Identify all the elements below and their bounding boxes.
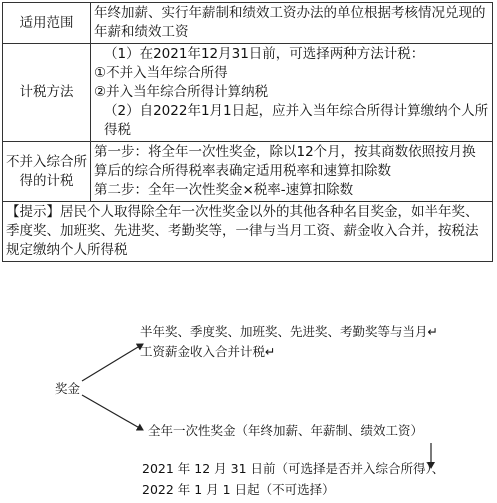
arrow-to-upper	[82, 344, 143, 381]
tip-cell	[3, 202, 493, 262]
tax-info-table	[2, 2, 493, 262]
row-label-scope: 适用范围	[3, 3, 91, 44]
content-line: ②并入当年综合所得计算纳税	[94, 84, 269, 100]
content-line: 第一步：将全年一次性奖金，除以12个月，按其商数依照按月换算后的综合所得税率表确定适用税率和速算扣除数	[94, 144, 476, 179]
arrow-to-lower	[82, 395, 143, 430]
row-content-scope	[91, 3, 493, 44]
diagram-upper-line1: 半年奖、季度奖、加班奖、先进奖、考勤奖等与当月↵	[140, 324, 438, 339]
diagram-root: 奖金	[55, 381, 81, 396]
table-row	[3, 44, 493, 142]
table-row	[3, 202, 493, 262]
row-label-method: 计税方法	[3, 44, 91, 142]
tip-text: 居民个人取得除全年一次性奖金以外的其他各种名目奖金，如半年奖、季度奖、加班奖、先进奖、考勤奖等，一律与当月工资、薪金收入合并，按税法规定缴纳个人所得税	[6, 204, 479, 258]
row-content-separate	[91, 142, 493, 202]
diagram-note-line1: 2021 年 12 月 31 日前（可选择是否并入综合所得）、	[142, 461, 445, 476]
content-line: ①不并入当年综合所得	[94, 65, 228, 81]
row-content-method	[91, 44, 493, 142]
row-label-separate: 不并入综合所得的计税	[3, 142, 91, 202]
table-row	[3, 3, 493, 44]
tip-label: 【提示】	[6, 204, 60, 220]
content-line: 第二步：全年一次性奖金×税率-速算扣除数	[94, 182, 354, 198]
bonus-diagram	[0, 318, 497, 503]
content-line: （1）在2021年12月31日前，可选择两种方法计税：	[104, 46, 425, 62]
content-line: （2）自2022年1月1日起，应并入当年综合所得计算缴纳个人所得税	[104, 103, 489, 138]
diagram-note-line2: 2022 年 1 月 1 日起（不可选择）	[142, 482, 335, 497]
table-row	[3, 142, 493, 202]
content-line: 年终加薪、实行年薪制和绩效工资办法的单位根据考核情况兑现的年薪和绩效工资	[94, 5, 486, 40]
diagram-lower: 全年一次性奖金（年终加薪、年薪制、绩效工资）	[148, 423, 424, 438]
diagram-upper-line2: 工资薪金收入合并计税↵	[140, 344, 276, 359]
